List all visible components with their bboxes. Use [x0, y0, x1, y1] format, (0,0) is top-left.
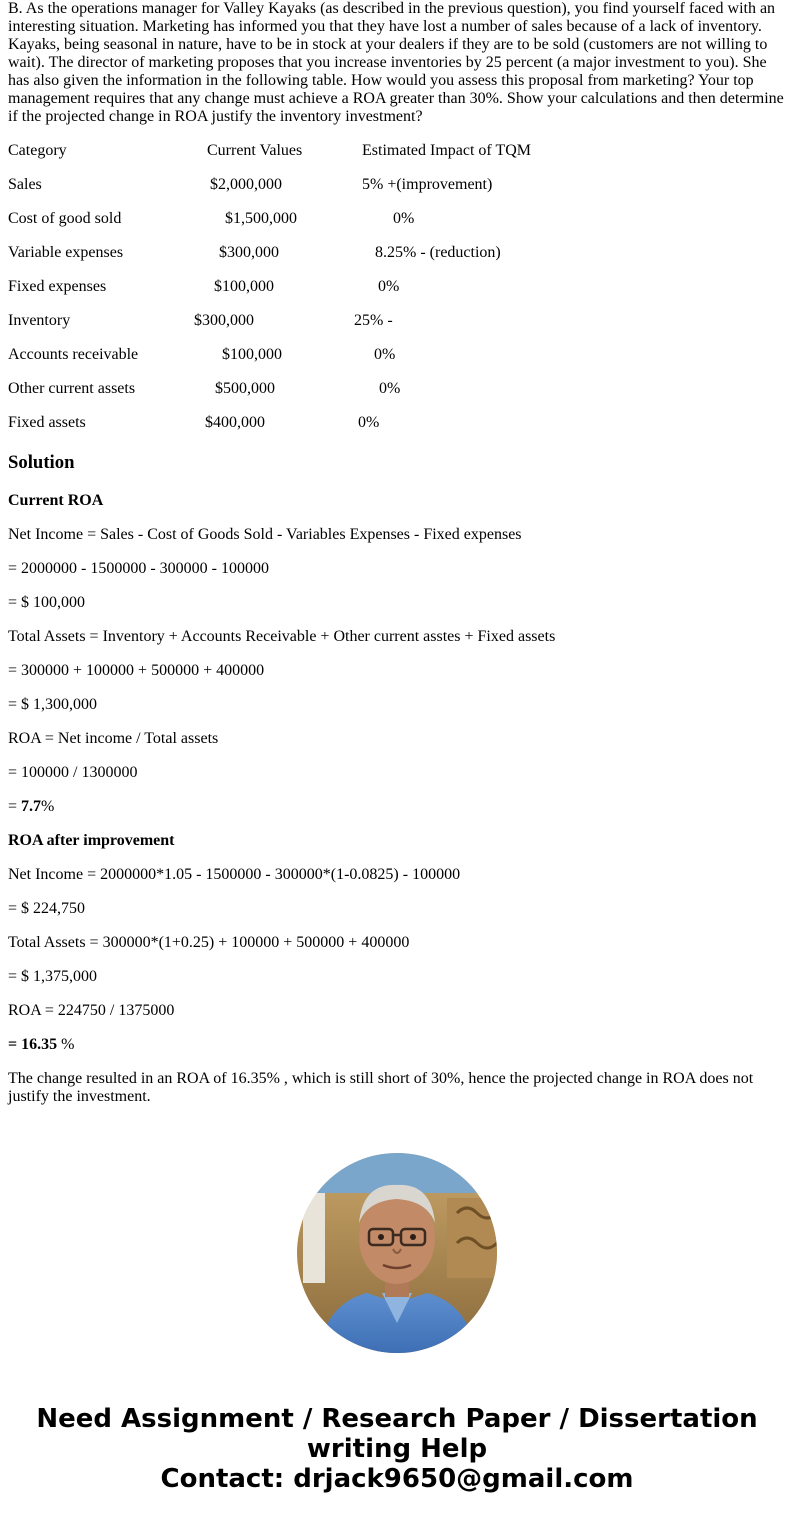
table-cell-current: $2,000,000	[210, 176, 282, 193]
table-cell-category: Inventory	[8, 312, 71, 329]
table-cell-current: $300,000	[194, 312, 254, 329]
solution-line: ROA = Net income / Total assets	[8, 730, 219, 747]
table-cell-category: Cost of good sold	[8, 210, 122, 227]
solution-line: Net Income = 2000000*1.05 - 1500000 - 300000*(1-0.0825) - 100000	[8, 866, 461, 883]
table-cell-impact: 5% +(improvement)	[362, 176, 493, 193]
table-row	[8, 312, 786, 330]
author-photo	[297, 1153, 497, 1353]
question-section	[8, 0, 786, 448]
improved-roa-result	[8, 1036, 786, 1054]
solution-body	[8, 492, 786, 1122]
data-table	[8, 142, 786, 432]
table-cell-impact: 25% -	[354, 312, 393, 329]
table-cell-impact: 0%	[374, 346, 396, 363]
table-cell-impact: 0%	[393, 210, 415, 227]
result-value: = 16.35	[8, 1036, 58, 1053]
table-cell-impact: 0%	[379, 380, 401, 397]
footer-contact: Contact: drjack9650@gmail.com	[160, 1464, 634, 1494]
result-prefix: =	[8, 798, 22, 815]
solution-line: = $ 1,375,000	[8, 968, 98, 985]
solution-line: = 300000 + 100000 + 500000 + 400000	[8, 662, 265, 679]
table-cell-current: $100,000	[214, 278, 274, 295]
solution-line: Net Income = Sales - Cost of Goods Sold - Variables Expenses - Fixed expenses	[8, 526, 522, 543]
conclusion-text: The change resulted in an ROA of 16.35% , which is still short of 30%, hence the projected change in ROA does not justify the investment.	[8, 1070, 754, 1105]
table-row	[8, 380, 786, 398]
table-cell-current: $300,000	[219, 244, 279, 261]
table-cell-impact: 8.25% - (reduction)	[375, 244, 501, 261]
table-row	[8, 414, 786, 432]
table-row	[8, 346, 786, 364]
table-cell-impact: 0%	[358, 414, 380, 431]
table-row	[8, 210, 786, 228]
solution-heading: Solution	[8, 452, 75, 473]
solution-line: = 2000000 - 1500000 - 300000 - 100000	[8, 560, 270, 577]
solution-line: = $ 100,000	[8, 594, 86, 611]
footer-line: Need Assignment / Research Paper / Dissertation	[36, 1404, 758, 1434]
table-header-category: Category	[8, 142, 67, 159]
footer-banner	[0, 1404, 794, 1494]
solution-line: ROA = 224750 / 1375000	[8, 1002, 175, 1019]
solution-line: = $ 1,300,000	[8, 696, 98, 713]
table-cell-category: Sales	[8, 176, 42, 193]
table-cell-category: Accounts receivable	[8, 346, 139, 363]
result-suffix: %	[57, 1036, 75, 1053]
table-cell-category: Fixed expenses	[8, 278, 107, 295]
solution-line: = 100000 / 1300000	[8, 764, 138, 781]
table-header-impact: Estimated Impact of TQM	[362, 142, 531, 159]
current-roa-heading: Current ROA	[8, 492, 104, 509]
improved-roa-heading: ROA after improvement	[8, 832, 175, 849]
table-row	[8, 278, 786, 296]
table-row	[8, 176, 786, 194]
solution-line: = $ 224,750	[8, 900, 86, 917]
table-cell-current: $100,000	[222, 346, 282, 363]
table-cell-impact: 0%	[378, 278, 400, 295]
table-cell-current: $400,000	[205, 414, 265, 431]
table-cell-current: $1,500,000	[225, 210, 297, 227]
footer-line: writing Help	[306, 1434, 488, 1464]
question-text: B. As the operations manager for Valley Kayaks (as described in the previous question), you find yourself faced with an interesting situation. Marketing has informed you that they have lost a number of sales because of a lack of inventory. Kayaks, being seasonal in nature, have to be in stock at your dealers if they are to be sold (customers are not willing to wait). The director of marketing proposes that you increase inventories by 25 percent (a major investment to you). She has also given the information in the following table. How would you assess this proposal from marketing? Your top management requires that any change must achieve a ROA greater than 30%. Show your calculations and then determine if the projected change in ROA justify the inventory investment?	[8, 0, 784, 125]
table-cell-current: $500,000	[215, 380, 275, 397]
solution-line: Total Assets = 300000*(1+0.25) + 100000 + 500000 + 400000	[8, 934, 410, 951]
solution-line: Total Assets = Inventory + Accounts Receivable + Other current asstes + Fixed assets	[8, 628, 556, 645]
table-cell-category: Other current assets	[8, 380, 136, 397]
table-cell-category: Variable expenses	[8, 244, 124, 261]
table-cell-category: Fixed assets	[8, 414, 86, 431]
result-value: 7.7	[21, 798, 42, 815]
current-roa-result	[8, 798, 786, 816]
table-row	[8, 244, 786, 262]
table-header-row	[8, 142, 786, 160]
result-suffix: %	[41, 798, 55, 815]
table-header-current: Current Values	[207, 142, 303, 159]
